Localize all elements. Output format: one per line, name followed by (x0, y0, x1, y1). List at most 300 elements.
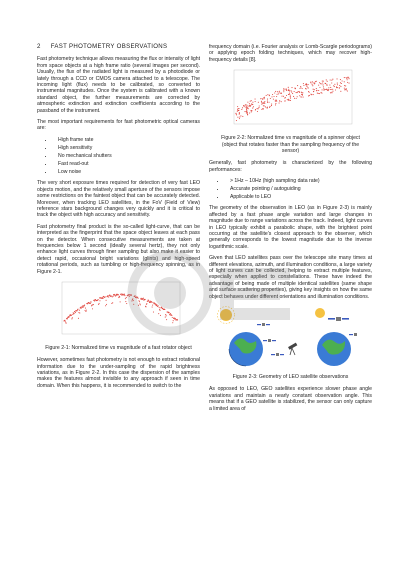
plot-point (104, 296, 105, 297)
plot-point (241, 109, 242, 110)
plot-point (324, 89, 325, 90)
plot-point (274, 101, 275, 102)
plot-point (146, 303, 147, 304)
plot-point (165, 314, 166, 315)
plot-points (63, 293, 178, 323)
plot-point (325, 83, 326, 84)
plot-point (243, 105, 244, 106)
plot-point (254, 109, 255, 110)
plot-point (275, 100, 276, 101)
plot-point (314, 81, 315, 82)
plot-point (323, 88, 324, 89)
plot-point (236, 111, 237, 112)
plot-point (289, 94, 290, 95)
sun-icon (315, 308, 325, 318)
plot-point (322, 83, 323, 84)
plot-point (321, 90, 322, 91)
plot-point (301, 92, 302, 93)
plot-point (274, 100, 275, 101)
plot-point (109, 295, 110, 296)
plot-point (90, 301, 91, 302)
plot-point (331, 83, 332, 84)
plot-point (71, 318, 72, 319)
plot-point (261, 104, 262, 105)
list-item: • > 1Hz – 10Hz (high sampling data rate) (226, 178, 372, 184)
plot-point (249, 101, 250, 102)
plot-point (339, 85, 340, 86)
plot-point (276, 94, 277, 95)
plot-point (302, 97, 303, 98)
plot-point (278, 103, 279, 104)
plot-point (78, 310, 79, 311)
plot-point (348, 83, 349, 84)
plot-point (326, 81, 327, 82)
plot-point (133, 304, 134, 305)
plot-point (267, 94, 268, 95)
satellite-icon (257, 323, 270, 326)
plot-point (124, 295, 125, 296)
requirements-list (37, 137, 200, 175)
plot-point (250, 112, 251, 113)
satellite-icon (271, 353, 284, 356)
plot-point (331, 80, 332, 81)
plot-point (166, 319, 167, 320)
plot-point (98, 303, 99, 304)
plot-point (345, 88, 346, 89)
plot-point (256, 108, 257, 109)
plot-point (132, 298, 133, 299)
plot-point (317, 93, 318, 94)
plot-point (261, 102, 262, 103)
plot-point (261, 103, 262, 104)
plot-point (336, 83, 337, 84)
plot-point (312, 91, 313, 92)
plot-point (340, 91, 341, 92)
plot-point (328, 88, 329, 89)
plot-point (177, 319, 178, 320)
plot-point (305, 84, 306, 85)
plot-point (159, 315, 160, 316)
plot-point (343, 88, 344, 89)
plot-point (319, 87, 320, 88)
plot-point (272, 99, 273, 100)
plot-point (249, 113, 250, 114)
list-item: • No mechanical shutters (54, 153, 200, 159)
plot-point (112, 302, 113, 303)
paragraph: Given that LEO satellites pass over the telescope site many times at different elevations, azimuth, and illumination conditions, a large variety of light curves can be collected, helping to extract multiple features, especially when applied to constellations. These have indeed the advantage of being made of multiple identical satellites (same shape and surface scattering properties), giving key insights on how the same object behaves under different orientations and illumination conditions. (209, 255, 372, 300)
plot-point (329, 85, 330, 86)
plot-point (299, 88, 300, 89)
plot-point (311, 84, 312, 85)
plot-point (315, 88, 316, 89)
plot-point (263, 102, 264, 103)
plot-point (241, 107, 242, 108)
plot-point (345, 86, 346, 87)
plot-point (301, 88, 302, 89)
plot-point (336, 79, 337, 80)
plot-point (137, 298, 138, 299)
plot-point (289, 98, 290, 99)
plot-point (254, 101, 255, 102)
plot-point (94, 300, 95, 301)
plot-point (171, 315, 172, 316)
plot-point (294, 88, 295, 89)
paragraph: Fast photometry final product is the so-called light-curve, that can be interpreted as the fingerprint that the space object leaves at each pass on the detector. When consecutive measurements are taken at frequencies below 1 second (ideally several hertz), they not only enhance light curves through finer sampling but also make it easier to detect rapid, occasional bright variations (glints) and high-speed rotational periods, such as tumbling or high-frequency spinning, as in Figure 2-1. (37, 223, 200, 275)
plot-point (165, 315, 166, 316)
plot-point (288, 93, 289, 94)
plot-point (245, 113, 246, 114)
plot-point (246, 106, 247, 107)
plot-point (124, 298, 125, 299)
plot-point (300, 86, 301, 87)
plot-point (71, 317, 72, 318)
plot-point (335, 87, 336, 88)
plot-point (263, 97, 264, 98)
plot-point (83, 306, 84, 307)
plot-point (297, 91, 298, 92)
plot-point (343, 77, 344, 78)
plot-point (345, 77, 346, 78)
plot-point (322, 81, 323, 82)
plot-point (321, 81, 322, 82)
plot-point (74, 312, 75, 313)
plot-point (77, 309, 78, 310)
plot-point (240, 116, 241, 117)
plot-point (84, 308, 85, 309)
plot-point (289, 100, 290, 101)
plot-point (256, 111, 257, 112)
earth-icon (317, 332, 351, 366)
plot-point (159, 310, 160, 311)
satellite-icon (328, 317, 349, 321)
plot-point (312, 85, 313, 86)
plot-point (303, 85, 304, 86)
plot-point (348, 78, 349, 79)
plot-point (341, 81, 342, 82)
plot-point (285, 95, 286, 96)
figure-caption: Figure 2-3: Geometry of LEO satellite observations (232, 374, 349, 381)
plot-point (329, 93, 330, 94)
plot-point (112, 296, 113, 297)
plot-point (152, 305, 153, 306)
plot-point (113, 294, 114, 295)
plot-point (298, 91, 299, 92)
plot-point (85, 311, 86, 312)
plot-point (131, 300, 132, 301)
paragraph: The geometry of the observation in LEO (as in Figure 2-3) is mainly affected by a fast phase angle variation and large changes in magnitude due to range variations across the track. Indeed, light curves in LEO typically exhibit a parabolic shape, with the brightest point occurring at the satellite's closest approach to the observer, which generally corresponds to the lowest magnitude due to the inverse logarithmic scale. (209, 205, 372, 250)
plot-point (105, 300, 106, 301)
plot-point (260, 98, 261, 99)
plot-point (325, 80, 326, 81)
plot-point (282, 96, 283, 97)
plot-point (72, 312, 73, 313)
plot-point (273, 96, 274, 97)
plot-point (64, 321, 65, 322)
paragraph: However, sometimes fast photometry is not enough to extract rotational information due to the under-sampling of the rapid brightness variations, as in Figure 2-2. In this case the dispersion of the samples makes the features almost invisible to any approach if seen in time domain. When this happens, it is recommended to switch to the (37, 357, 200, 389)
plot-point (291, 92, 292, 93)
plot-point (158, 313, 159, 314)
paragraph: Fast photometry technique allows measuring the flux or intensity of light from space objects at a high frame ratio (several images per second). Usually, the flux of the radiated light is measured by a photodiode or lately through a CCD or CMOS camera attached to a telescope. The incoming light (flux) needs to be calibrated, so converted to instrumental magnitudes. Once the system is calibrated with a known standard object, the further measurements are corrected by atmospheric extinction and extinction coefficients according to the passband of the instrument. (37, 56, 200, 114)
plot-point (145, 306, 146, 307)
plot-point (252, 108, 253, 109)
plot-point (172, 322, 173, 323)
plot-point (171, 317, 172, 318)
plot-point (137, 305, 138, 306)
plot-point (262, 108, 263, 109)
plot-point (85, 310, 86, 311)
plot-point (137, 297, 138, 298)
left-column (37, 44, 200, 394)
plot-point (348, 77, 349, 78)
plot-point (126, 303, 127, 304)
paragraph: As opposed to LEO, GEO satellites experience slower phase angle variations and maintain a nearly constant observation angle. This means that if a GEO satellite is stabilized, the sensor can only capture a limited area of (209, 386, 372, 412)
plot-point (236, 115, 237, 116)
satellite-icon (263, 339, 276, 342)
plot-point (312, 83, 313, 84)
plot-point (236, 109, 237, 110)
plot-point (293, 96, 294, 97)
plot-point (343, 81, 344, 82)
plot-point (164, 317, 165, 318)
plot-point (97, 299, 98, 300)
plot-point (132, 300, 133, 301)
plot-point (237, 106, 238, 107)
plot-point (246, 113, 247, 114)
plot-point (247, 108, 248, 109)
plot-point (168, 312, 169, 313)
paragraph: The most important requirements for fast photometric optical cameras are: (37, 119, 200, 132)
list-item: • Low noise (54, 169, 200, 175)
plot-point (307, 84, 308, 85)
plot-point (91, 308, 92, 309)
plot-point (105, 305, 106, 306)
plot-point (271, 97, 272, 98)
plot-point (318, 90, 319, 91)
plot-point (170, 313, 171, 314)
plot-point (307, 88, 308, 89)
plot-point (84, 304, 85, 305)
plot-point (299, 95, 300, 96)
plot-point (242, 116, 243, 117)
plot-point (347, 77, 348, 78)
plot-point (291, 87, 292, 88)
plot-point (332, 89, 333, 90)
plot-point (264, 103, 265, 104)
plot-point (258, 106, 259, 107)
plot-point (89, 303, 90, 304)
plot-point (123, 294, 124, 295)
plot-point (276, 96, 277, 97)
satellite-icon (349, 333, 357, 336)
plot-point (251, 104, 252, 105)
plot-point (258, 107, 259, 108)
plot-point (310, 94, 311, 95)
plot-point (340, 86, 341, 87)
plot-point (174, 318, 175, 319)
plot-point (277, 91, 278, 92)
plot-point (152, 302, 153, 303)
plot-point (144, 299, 145, 300)
plot-point (152, 311, 153, 312)
plot-point (286, 99, 287, 100)
plot-point (156, 304, 157, 305)
plot-point (343, 85, 344, 86)
plot-point (110, 295, 111, 296)
plot-point (344, 89, 345, 90)
plot-point (329, 89, 330, 90)
paragraph: Generally, fast photometry is characterized by the following performances: (209, 160, 372, 173)
plot-point (250, 105, 251, 106)
plot-point (249, 105, 250, 106)
plot-point (275, 91, 276, 92)
list-item: • Accurate pointing / autoguiding (226, 186, 372, 192)
plot-point (269, 107, 270, 108)
plot-points (235, 77, 349, 121)
plot-point (287, 87, 288, 88)
plot-point (271, 104, 272, 105)
plot-point (289, 91, 290, 92)
plot-point (238, 108, 239, 109)
plot-point (329, 80, 330, 81)
plot-point (157, 305, 158, 306)
section-number: 2 (37, 43, 41, 50)
plot-point (276, 101, 277, 102)
plot-point (263, 106, 264, 107)
plot-point (300, 97, 301, 98)
plot-point (257, 102, 258, 103)
plot-point (138, 301, 139, 302)
plot-point (274, 105, 275, 106)
plot-point (266, 102, 267, 103)
plot-point (245, 111, 246, 112)
plot-point (246, 105, 247, 106)
plot-point (289, 97, 290, 98)
plot-point (275, 103, 276, 104)
plot-point (73, 313, 74, 314)
performance-list (209, 178, 372, 200)
plot-point (347, 82, 348, 83)
plot-point (346, 78, 347, 79)
plot-point (68, 316, 69, 317)
plot-point (125, 301, 126, 302)
plot-point (287, 100, 288, 101)
section-title: FAST PHOTOMETRY OBSERVATIONS (50, 43, 168, 50)
plot-point (257, 108, 258, 109)
plot-point (139, 304, 140, 305)
plot-point (142, 298, 143, 299)
plot-point (119, 296, 120, 297)
plot-point (98, 304, 99, 305)
plot-point (158, 307, 159, 308)
plot-point (262, 99, 263, 100)
plot-point (340, 83, 341, 84)
figure-2-1-plot (54, 280, 184, 342)
plot-point (284, 101, 285, 102)
plot-point (254, 99, 255, 100)
plot-point (327, 89, 328, 90)
plot-point (244, 111, 245, 112)
plot-point (84, 310, 85, 311)
section-heading (37, 44, 200, 50)
plot-point (332, 79, 333, 80)
plot-point (80, 308, 81, 309)
plot-point (308, 95, 309, 96)
plot-point (283, 90, 284, 91)
plot-point (297, 85, 298, 86)
figure-caption: Figure 2-2: Normalized time vs magnitude of a spinner object (object that rotates faster than the sampling frequency of the sensor) (221, 135, 360, 154)
plot-point (305, 89, 306, 90)
plot-point (315, 81, 316, 82)
plot-point (338, 88, 339, 89)
plot-point (312, 94, 313, 95)
plot-point (102, 298, 103, 299)
plot-point (296, 96, 297, 97)
plot-point (279, 101, 280, 102)
list-item: • Applicable to LEO (226, 194, 372, 200)
plot-point (108, 296, 109, 297)
plot-point (284, 98, 285, 99)
plot-point (102, 297, 103, 298)
plot-point (139, 303, 140, 304)
plot-point (248, 103, 249, 104)
plot-point (306, 84, 307, 85)
plot-point (268, 102, 269, 103)
plot-point (292, 93, 293, 94)
plot-point (164, 309, 165, 310)
plot-point (65, 323, 66, 324)
plot-point (326, 84, 327, 85)
plot-point (306, 86, 307, 87)
plot-point (339, 83, 340, 84)
plot-frame (234, 70, 352, 124)
plot-point (285, 89, 286, 90)
plot-point (290, 91, 291, 92)
plot-point (287, 94, 288, 95)
plot-point (252, 106, 253, 107)
plot-point (312, 89, 313, 90)
plot-point (284, 89, 285, 90)
plot-point (272, 94, 273, 95)
plot-point (87, 303, 88, 304)
plot-point (99, 300, 100, 301)
plot-point (105, 304, 106, 305)
plot-point (345, 90, 346, 91)
list-item: • High sensitivity (54, 145, 200, 151)
plot-point (153, 302, 154, 303)
plot-point (79, 312, 80, 313)
plot-point (238, 114, 239, 115)
plot-point (308, 92, 309, 93)
plot-point (334, 90, 335, 91)
figure-2-3-diagram (216, 305, 366, 371)
plot-point (330, 87, 331, 88)
plot-point (323, 90, 324, 91)
figure-caption: Figure 2-1: Normalized time vs magnitude of a fast rotator object (45, 344, 192, 351)
plot-point (125, 297, 126, 298)
plot-point (115, 295, 116, 296)
plot-point (318, 82, 319, 83)
plot-point (92, 304, 93, 305)
plot-point (296, 92, 297, 93)
plot-point (295, 98, 296, 99)
earth-icon (229, 332, 263, 366)
plot-point (237, 117, 238, 118)
plot-point (235, 113, 236, 114)
plot-point (289, 96, 290, 97)
plot-point (302, 83, 303, 84)
plot-point (270, 105, 271, 106)
plot-point (266, 108, 267, 109)
